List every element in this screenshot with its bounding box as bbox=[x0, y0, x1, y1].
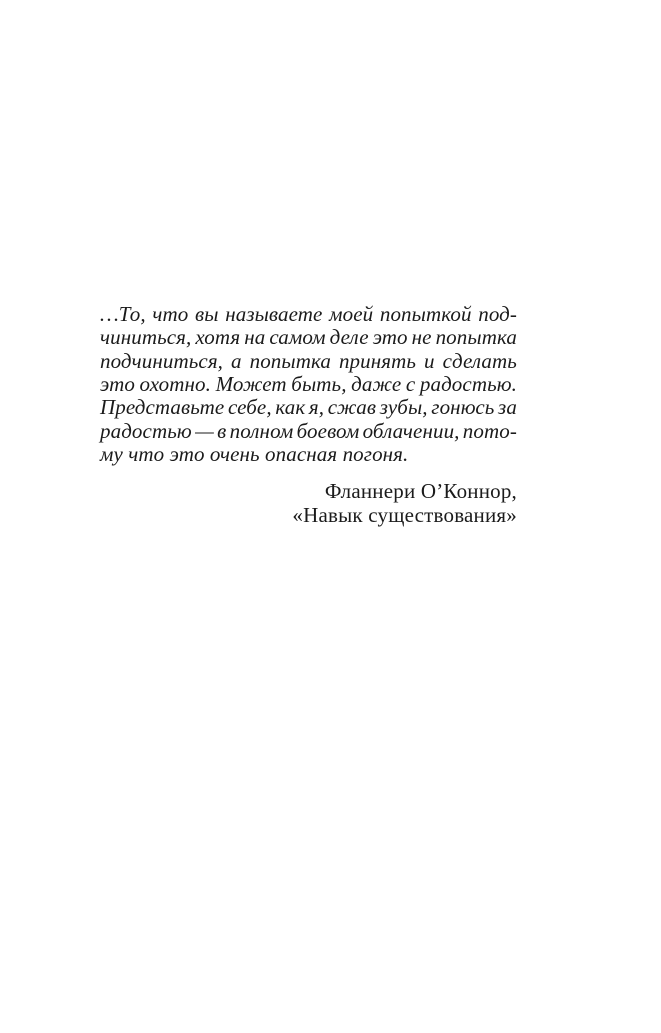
epigraph-word: попыткой bbox=[379, 302, 472, 326]
epigraph-line bbox=[100, 396, 517, 419]
epigraph-word: я, bbox=[308, 395, 325, 420]
epigraph-attribution bbox=[100, 480, 517, 527]
epigraph-line bbox=[100, 373, 517, 396]
epigraph-word: называете bbox=[225, 302, 323, 326]
attribution-author: Фланнери О’Коннор, bbox=[324, 479, 517, 504]
epigraph-word: самом bbox=[269, 325, 326, 350]
epigraph-word: это bbox=[372, 325, 408, 350]
epigraph-word: чиниться, bbox=[100, 325, 192, 350]
epigraph-word: в bbox=[217, 418, 227, 443]
epigraph-word: радостью. bbox=[419, 371, 517, 396]
epigraph-word: охотно. bbox=[139, 371, 211, 396]
epigraph-word: моей bbox=[329, 302, 374, 326]
epigraph-word: радостью bbox=[100, 418, 192, 443]
epigraph-word: …То, bbox=[100, 302, 146, 326]
epigraph-word: себе, bbox=[227, 395, 272, 420]
epigraph-line bbox=[100, 326, 517, 349]
epigraph-word: подчиниться, bbox=[100, 348, 224, 373]
epigraph-word: за bbox=[498, 395, 517, 420]
epigraph-word: зубы, bbox=[379, 395, 428, 420]
epigraph-word: пото- bbox=[462, 418, 517, 443]
epigraph-word: Представьте bbox=[100, 395, 225, 420]
epigraph-word: полном bbox=[229, 418, 294, 443]
epigraph-word: попытка bbox=[249, 348, 331, 373]
epigraph-word: быть, bbox=[291, 371, 347, 396]
epigraph-word: — bbox=[195, 418, 214, 443]
epigraph-word: сжав bbox=[327, 395, 377, 420]
attribution-source: «Навык существования» bbox=[292, 502, 517, 527]
epigraph-word: а bbox=[231, 348, 242, 373]
epigraph-word: сделать bbox=[442, 348, 517, 373]
epigraph-word: как bbox=[275, 395, 306, 420]
epigraph-word: вы bbox=[195, 302, 219, 326]
epigraph-line bbox=[100, 420, 517, 443]
epigraph-word: это bbox=[100, 371, 135, 396]
epigraph-word: с bbox=[405, 371, 416, 396]
epigraph-line: му что это очень опасная погоня. bbox=[100, 441, 409, 466]
epigraph-line bbox=[100, 303, 517, 326]
epigraph-word: что bbox=[152, 302, 189, 326]
epigraph-word: хотя bbox=[195, 325, 241, 350]
epigraph-line bbox=[100, 350, 517, 373]
epigraph-word: попытка bbox=[435, 325, 517, 350]
epigraph bbox=[100, 303, 517, 527]
epigraph-word: деле bbox=[329, 325, 369, 350]
epigraph-word: даже bbox=[351, 371, 402, 396]
epigraph-word: не bbox=[411, 325, 432, 350]
epigraph-word: под- bbox=[478, 302, 517, 326]
epigraph-word: на bbox=[244, 325, 266, 350]
epigraph-word: боевом bbox=[296, 418, 360, 443]
epigraph-word: и bbox=[424, 348, 435, 373]
epigraph-word: принять bbox=[338, 348, 417, 373]
epigraph-word: облачении, bbox=[362, 418, 460, 443]
epigraph-word: Может bbox=[215, 371, 287, 396]
epigraph-quote bbox=[100, 303, 517, 466]
epigraph-word: гонюсь bbox=[431, 395, 495, 420]
